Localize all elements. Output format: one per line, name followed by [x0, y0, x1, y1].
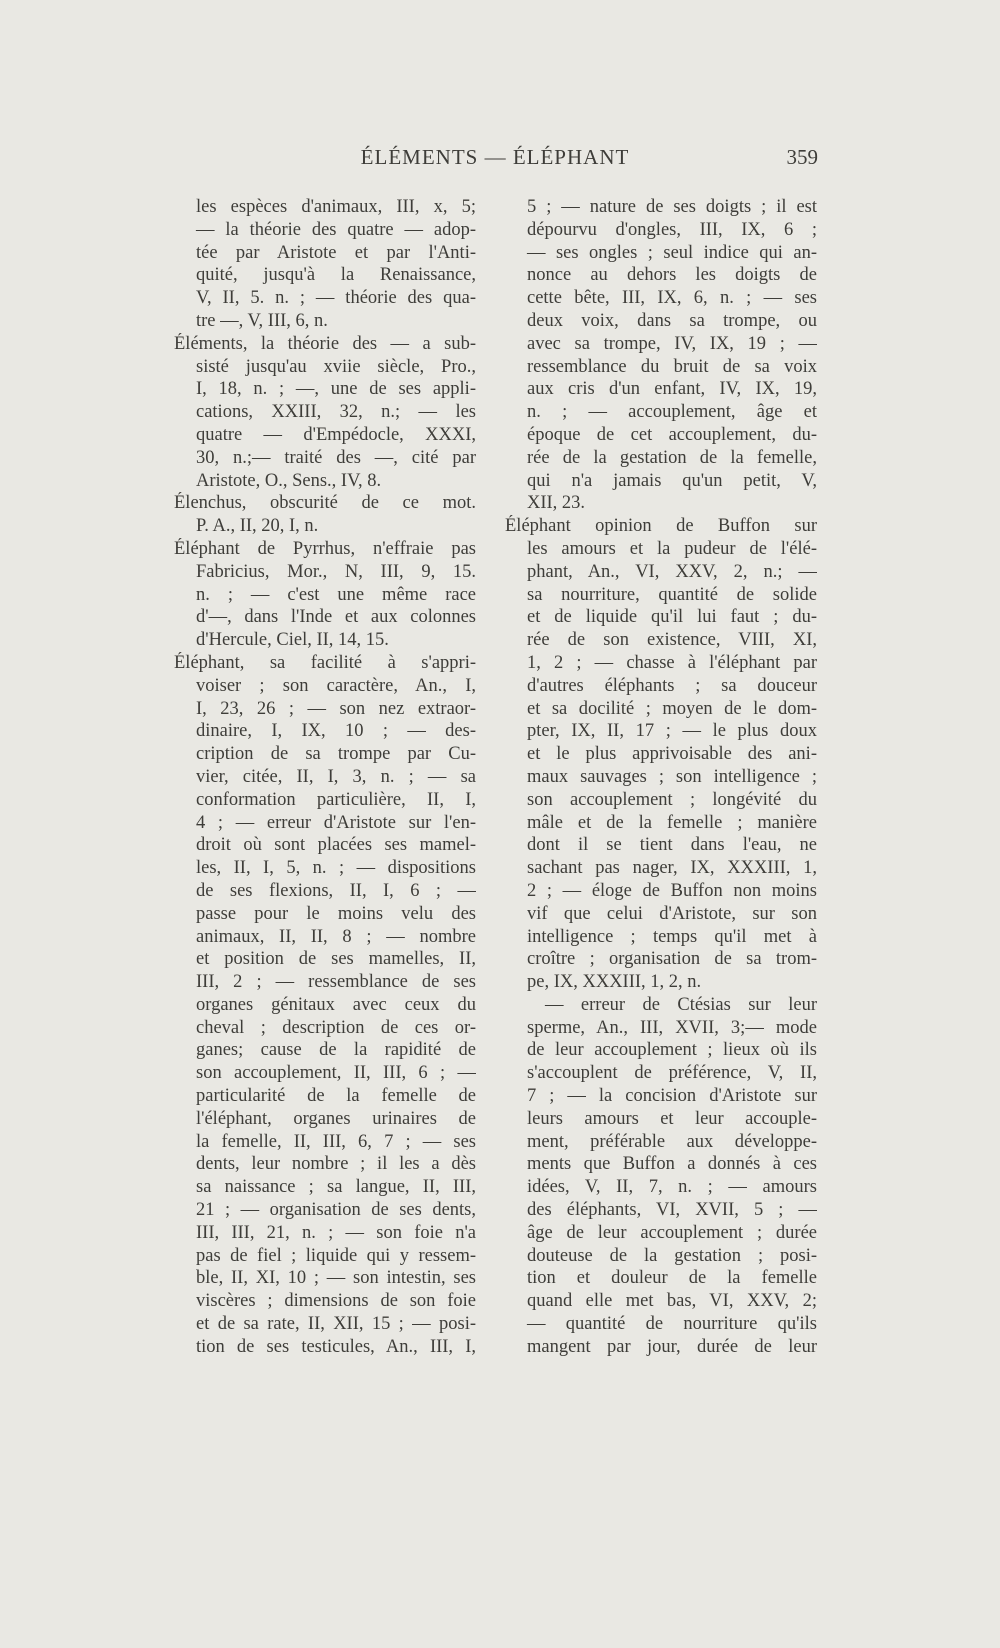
running-head [172, 145, 818, 175]
index-line: intelligence ; temps qu'il met à [527, 926, 817, 947]
index-line: pe, IX, XXXIII, 1, 2, n. [527, 972, 702, 993]
index-line: rée de son existence, VIII, XI, [527, 630, 817, 651]
index-line: sa naissance ; sa langue, II, III, [196, 1177, 476, 1198]
index-line: quité, jusqu'à la Renaissance, [196, 265, 476, 286]
index-line: Éléments, la théorie des — a sub- [174, 333, 476, 354]
index-line: viscères ; dimensions de son foie [196, 1291, 476, 1312]
index-line: aux cris d'un enfant, IV, IX, 19, [527, 379, 817, 400]
index-line: douteuse de la gestation ; posi- [527, 1245, 817, 1266]
index-line: des éléphants, VI, XVII, 5 ; — [527, 1200, 817, 1221]
index-line: dinaire, I, IX, 10 ; — des- [196, 721, 476, 742]
index-line: croître ; organisation de sa trom- [527, 949, 817, 970]
index-line: quand elle met bas, VI, XXV, 2; [527, 1291, 817, 1312]
index-line: cette bête, III, IX, 6, n. ; — ses [527, 288, 817, 309]
index-line: vier, citée, II, I, 3, n. ; — sa [196, 766, 476, 787]
running-title: ÉLÉMENTS — ÉLÉPHANT [360, 145, 630, 169]
index-line: 5 ; — nature de ses doigts ; il est [527, 197, 817, 217]
index-line: ments que Buffon a donnés à ces [527, 1154, 817, 1175]
index-line: Éléphant, sa facilité à s'appri- [174, 652, 476, 673]
index-line: 2 ; — éloge de Buffon non moins [527, 880, 817, 901]
index-line: qui n'a jamais qu'un petit, V, [527, 470, 817, 491]
index-line: avec sa trompe, IV, IX, 19 ; — [527, 333, 817, 354]
index-line: 4 ; — erreur d'Aristote sur l'en- [196, 812, 476, 833]
index-column-right [505, 196, 817, 1359]
index-line: tion de ses testicules, An., III, I, [196, 1336, 476, 1357]
index-line: organes génitaux avec ceux du [196, 994, 476, 1015]
index-line: I, 18, n. ; —, une de ses appli- [196, 379, 476, 400]
index-line: et de liquide qu'il lui faut ; du- [527, 607, 817, 628]
index-line: âge de leur accouplement ; durée [527, 1222, 817, 1243]
index-line: de ses flexions, II, I, 6 ; — [196, 880, 476, 901]
index-line: Fabricius, Mor., N, III, 9, 15. [196, 561, 476, 582]
index-line: et sa docilité ; moyen de le dom- [527, 698, 817, 719]
index-line: nonce au dehors les doigts de [527, 265, 817, 286]
index-line: ble, II, XI, 10 ; — son intestin, ses [196, 1268, 476, 1289]
index-line: pter, IX, II, 17 ; — le plus doux [527, 721, 817, 742]
index-line: époque de cet accouplement, du- [527, 424, 817, 445]
index-line: 7 ; — la concision d'Aristote sur [527, 1086, 817, 1107]
index-line: les amours et la pudeur de l'élé- [527, 538, 817, 559]
index-line: III, III, 21, n. ; — son foie n'a [196, 1222, 476, 1243]
index-line: idées, V, II, 7, n. ; — amours [527, 1177, 817, 1198]
page-number: 359 [786, 145, 818, 169]
index-line: dépourvu d'ongles, III, IX, 6 ; [527, 219, 817, 240]
index-line: Éléphant de Pyrrhus, n'effraie pas [174, 538, 476, 559]
index-line: n. ; — c'est une même race [196, 584, 476, 605]
index-line: vif que celui d'Aristote, sur son [527, 903, 817, 924]
index-line: voiser ; son caractère, An., I, [196, 675, 476, 696]
index-line: rée de la gestation de la femelle, [527, 447, 817, 468]
index-line: mangent par jour, durée de leur [527, 1336, 817, 1357]
index-line: d'Hercule, Ciel, II, 14, 15. [196, 630, 389, 651]
index-line: tion et douleur de la femelle [527, 1268, 817, 1289]
index-line: ment, préférable aux développe- [527, 1131, 817, 1152]
index-line: 1, 2 ; — chasse à l'éléphant par [527, 652, 817, 673]
index-line: 30, n.;— traité des —, cité par [196, 447, 476, 468]
index-line: mâle et de la femelle ; manière [527, 812, 817, 833]
index-line: — quantité de nourriture qu'ils [527, 1314, 817, 1335]
index-line: sachant pas nager, IX, XXXIII, 1, [527, 858, 817, 879]
index-line: I, 23, 26 ; — son nez extraor- [196, 698, 476, 719]
index-line: Élenchus, obscurité de ce mot. [174, 493, 476, 514]
index-line: conformation particulière, II, I, [196, 789, 476, 810]
index-line: et de sa rate, II, XII, 15 ; — posi- [196, 1314, 476, 1335]
index-line: — la théorie des quatre — adop- [196, 219, 476, 240]
index-line: particularité de la femelle de [196, 1086, 476, 1107]
index-line: cription de sa trompe par Cu- [196, 744, 476, 765]
index-line: maux sauvages ; son intelligence ; [527, 766, 817, 787]
index-line: tée par Aristote et par l'Anti- [196, 242, 476, 263]
index-line: P. A., II, 20, I, n. [196, 516, 319, 537]
index-line: pas de fiel ; liquide qui y ressem- [196, 1245, 476, 1266]
index-line: sperme, An., III, XVII, 3;— mode [527, 1017, 817, 1038]
index-line: Aristote, O., Sens., IV, 8. [196, 470, 382, 491]
index-line: droit où sont placées ses mamel- [196, 835, 476, 856]
index-line: quatre — d'Empédocle, XXXI, [196, 424, 476, 445]
index-line: deux voix, dans sa trompe, ou [527, 310, 817, 331]
index-line: animaux, II, II, 8 ; — nombre [196, 926, 476, 947]
index-line: s'accouplent de préférence, V, II, [527, 1063, 817, 1084]
index-line: passe pour le moins velu des [196, 903, 476, 924]
index-line: l'éléphant, organes urinaires de [196, 1108, 476, 1129]
index-column-left [174, 196, 476, 1359]
index-line: n. ; — accouplement, âge et [527, 402, 817, 423]
index-line: phant, An., VI, XXV, 2, n.; — [527, 561, 817, 582]
index-line: tre —, V, III, 6, n. [196, 310, 328, 331]
index-line: sisté jusqu'au xviie siècle, Pro., [196, 356, 476, 377]
index-line: la femelle, II, III, 6, 7 ; — ses [196, 1131, 476, 1152]
index-line: XII, 23. [527, 493, 586, 514]
index-line: d'—, dans l'Inde et aux colonnes [196, 607, 476, 628]
index-line: sa nourriture, quantité de solide [527, 584, 817, 605]
index-line: son accouplement, II, III, 6 ; — [196, 1063, 476, 1084]
index-line: V, II, 5. n. ; — théorie des qua- [196, 288, 476, 309]
index-line: de leur accouplement ; lieux où ils [527, 1040, 817, 1061]
index-line: 21 ; — organisation de ses dents, [196, 1200, 476, 1221]
index-line: ressemblance du bruit de sa voix [527, 356, 817, 377]
index-line: les espèces d'animaux, III, x, 5; [196, 197, 476, 217]
index-line: ganes; cause de la rapidité de [196, 1040, 476, 1061]
index-line: et position de ses mamelles, II, [196, 949, 476, 970]
index-line: d'autres éléphants ; sa douceur [527, 675, 817, 696]
index-line: les, II, I, 5, n. ; — dispositions [196, 858, 476, 879]
index-line: dont il se tient dans l'eau, ne [527, 835, 817, 856]
index-line: cations, XXIII, 32, n.; — les [196, 402, 476, 423]
index-line: — erreur de Ctésias sur leur [545, 994, 817, 1015]
index-line: et le plus apprivoisable des ani- [527, 744, 817, 765]
index-line: dents, leur nombre ; il les a dès [196, 1154, 476, 1175]
index-line: III, 2 ; — ressemblance de ses [196, 972, 476, 993]
index-line: son accouplement ; longévité du [527, 789, 817, 810]
index-line: leurs amours et leur accouple- [527, 1108, 817, 1129]
index-line: Éléphant opinion de Buffon sur [505, 516, 817, 537]
index-line: — ses ongles ; seul indice qui an- [527, 242, 817, 263]
index-line: cheval ; description de ces or- [196, 1017, 476, 1038]
